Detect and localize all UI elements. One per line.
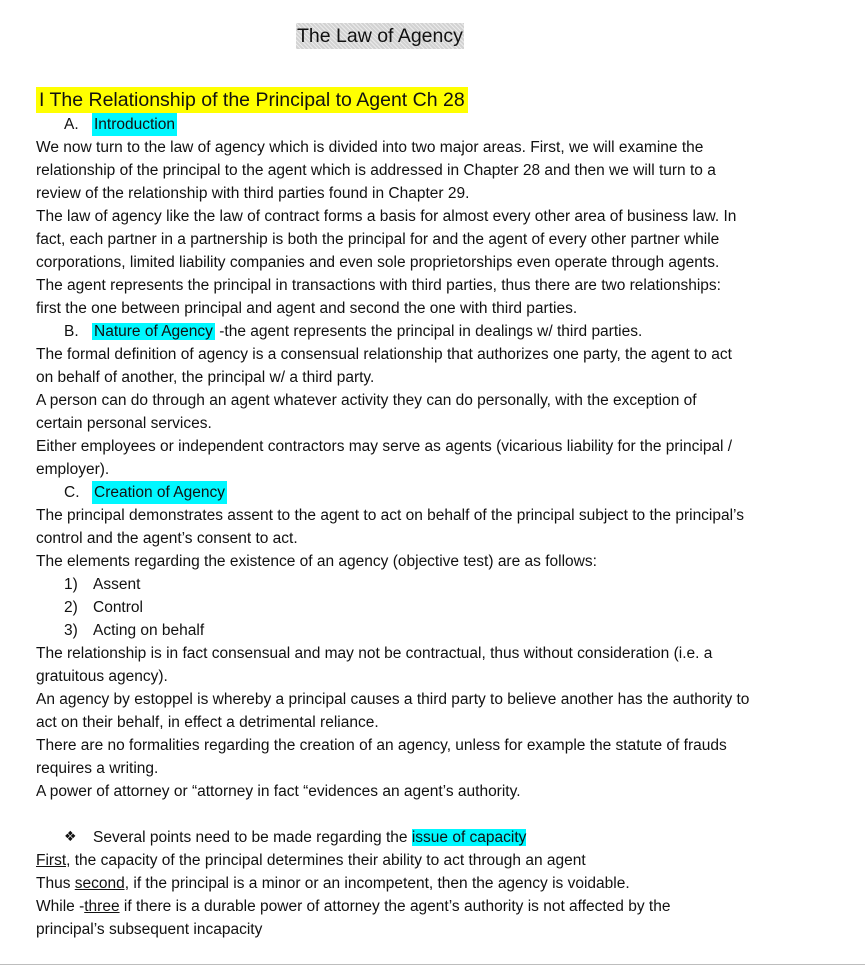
subheading-introduction: Introduction — [92, 113, 177, 136]
capacity-point-second — [36, 872, 630, 895]
list-number: 1) — [64, 576, 78, 593]
paragraph-line: certain personal services. — [36, 415, 212, 432]
subheading-creation-of-agency: Creation of Agency — [92, 481, 227, 504]
subheading-suffix: -the agent represents the principal in dealings w/ third parties. — [214, 323, 643, 340]
subheading-line-nature — [92, 320, 642, 343]
paragraph-line: on behalf of another, the principal w/ a third party. — [36, 369, 375, 386]
capacity-text: if there is a durable power of attorney the agent’s authority is not affected by the — [119, 898, 671, 915]
paragraph-line: relationship of the principal to the agent which is addressed in Chapter 28 and then we will turn to a — [36, 162, 716, 179]
subheading-nature-of-agency: Nature of Agency — [94, 323, 213, 340]
paragraph-line: review of the relationship with third parties found in Chapter 29. — [36, 185, 470, 202]
paragraph-line: corporations, limited liability companies and even sole proprietorships even operate through agents. — [36, 254, 720, 271]
paragraph-line: The principal demonstrates assent to the agent to act on behalf of the principal subject to the principal’s — [36, 507, 744, 524]
capacity-highlight: issue of capacity — [411, 829, 527, 846]
paragraph-line: An agency by estoppel is whereby a principal causes a third party to believe another has the authority to — [36, 691, 750, 708]
underlined-word: three — [84, 898, 120, 915]
capacity-text: if the principal is a minor or an incompetent, then the agency is voidable. — [129, 875, 630, 892]
paragraph-line: The elements regarding the existence of an agency (objective test) are as follows: — [36, 553, 597, 570]
paragraph-line: employer). — [36, 461, 110, 478]
outline-marker-b: B. — [64, 323, 79, 340]
list-item-acting-on-behalf: Acting on behalf — [93, 622, 205, 639]
paragraph-line: We now turn to the law of agency which is divided into two major areas. First, we will examine the — [36, 139, 704, 156]
paragraph-line: A person can do through an agent whatever activity they can do personally, with the exception of — [36, 392, 697, 409]
underlined-word: First, — [36, 852, 71, 869]
list-number: 3) — [64, 622, 78, 639]
paragraph-line: fact, each partner in a partnership is both the principal for and the agent of every other partner while — [36, 231, 720, 248]
paragraph-line: first the one between principal and agent and second the one with third parties. — [36, 300, 578, 317]
paragraph-line: The formal definition of agency is a consensual relationship that authorizes one party, the agent to act — [36, 346, 732, 363]
list-number: 2) — [64, 599, 78, 616]
list-item-control: Control — [93, 599, 143, 616]
capacity-text: While - — [36, 898, 85, 915]
paragraph-line: The agent represents the principal in transactions with third parties, thus there are two relationships: — [36, 277, 721, 294]
capacity-point-first — [36, 849, 586, 872]
paragraph-line: There are no formalities regarding the creation of an agency, unless for example the statute of frauds — [36, 737, 727, 754]
page-edge-divider — [0, 964, 865, 965]
capacity-lead-line — [93, 826, 526, 849]
list-item-assent: Assent — [93, 576, 141, 593]
paragraph-line: The law of agency like the law of contract forms a basis for almost every other area of business law. In — [36, 208, 737, 225]
document-title: The Law of Agency — [297, 25, 463, 47]
capacity-lead-text: Several points need to be made regarding the — [93, 829, 412, 846]
paragraph-line: The relationship is in fact consensual and may not be contractual, thus without consideration (i.e. a — [36, 645, 713, 662]
paragraph-line: requires a writing. — [36, 760, 159, 777]
outline-marker-a: A. — [64, 116, 79, 133]
paragraph-line: principal’s subsequent incapacity — [36, 921, 263, 938]
paragraph-line: gratuitous agency). — [36, 668, 168, 685]
capacity-text: the capacity of the principal determines their ability to act through an agent — [70, 852, 586, 869]
outline-marker-c: C. — [64, 484, 80, 501]
paragraph-line: Either employees or independent contractors may serve as agents (vicarious liability for the principal / — [36, 438, 733, 455]
section-heading: I The Relationship of the Principal to Agent Ch 28 — [36, 87, 468, 113]
diamond-bullet-icon: ❖ — [64, 829, 77, 845]
paragraph-line: act on their behalf, in effect a detrimental reliance. — [36, 714, 379, 731]
capacity-text: Thus — [36, 875, 75, 892]
paragraph-line: control and the agent’s consent to act. — [36, 530, 298, 547]
capacity-point-third — [36, 895, 670, 918]
paragraph-line: A power of attorney or “attorney in fact “evidences an agent’s authority. — [36, 783, 521, 800]
underlined-word: second, — [74, 875, 130, 892]
